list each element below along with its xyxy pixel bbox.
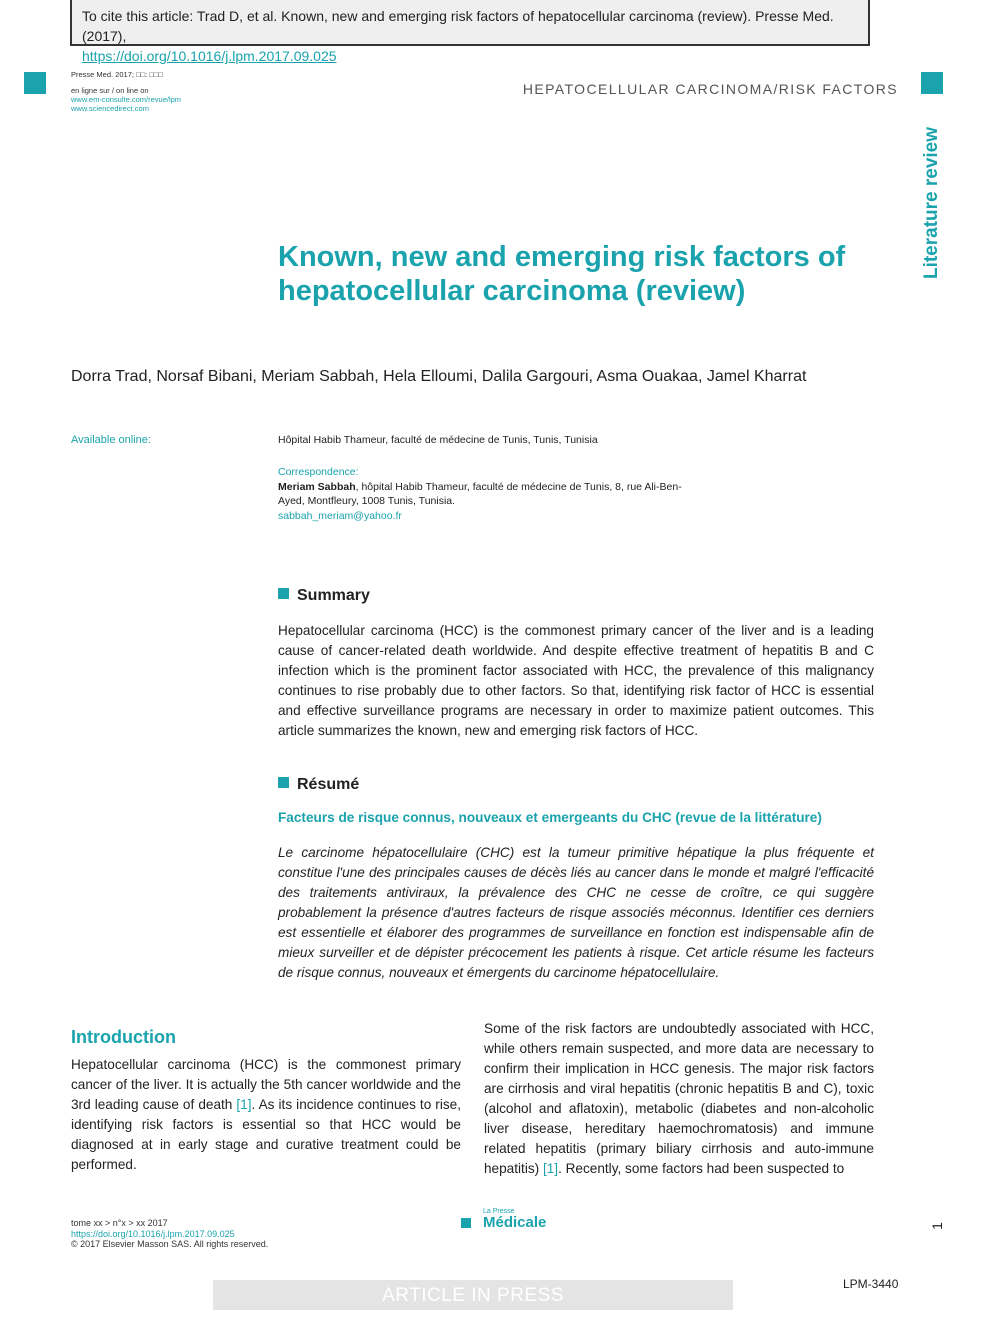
journal-url-sd[interactable]: www.sciencedirect.com [71,104,149,113]
reference-link-2[interactable]: [1] [542,1161,559,1176]
resume-text: Le carcinome hépatocellulaire (CHC) est la tumeur primitive hépatique la plus fréquente et constitue l'une des principales causes de décès liés au cancer dans le monde et malgré l'efficacité des traitements antiviraux, la prévalence des CHC ne cesse de croître, ce qui suggère probablement la présence d'autres facteurs de risque associés méconnus. Identifier ces derniers est essentielle et élaborer des programmes de surveillance en fonction est indispensable afin de mieux surveiller et de dépister précocement les patients à risque. Cet article résume les facteurs de risque connus, nouveaux et émergents du carcinome hépatocellulaire. [278,845,874,980]
correspondence [278,465,688,523]
citation-doi-link[interactable]: https://doi.org/10.1016/j.lpm.2017.09.025 [82,48,337,64]
logo-main-text: Médicale [483,1214,547,1231]
article-title: Known, new and emerging risk factors of hepatocellular carcinoma (review) [278,241,846,307]
resume-heading [278,776,359,794]
intro-right-text-a: Some of the risk factors are undoubtedly associated with HCC, while others remain suspected, and more data are necessary to confirm their implication in HCC genesis. The major risk factors are cirrhosis and viral hepatitis (chronic hepatitis B and C), toxic (alcohol and aflatoxin), metabolic (diabetes and non-alcoholic liver disease, hereditary haemochromatosis) and immune related hepatitis (primary biliary cirrhosis and auto-immune hepatitis) [484,1021,874,1176]
corner-square-left [24,72,46,94]
intro-left-text-b: . As its incidence continues to rise, identifying risk factors is essential so that HCC would be diagnosed at in early stage and curative treatment could be performed. [71,1097,461,1172]
correspondence-address: , hôpital Habib Thameur, faculté de médecine de Tunis, 8, rue Ali-Ben-Ayed, Montfleury, 1008 Tunis, Tunisia. [278,480,682,507]
correspondence-label: Correspondence: [278,466,359,478]
article-in-press-banner: ARTICLE IN PRESS [213,1280,733,1310]
footer-info [71,1218,268,1250]
article-id: LPM-3440 [843,1277,899,1291]
section-label: Literature review [921,126,942,280]
introduction-column-right [484,1019,874,1179]
journal-issue-line: Presse Med. 2017; □□: □□□ [71,70,163,79]
footer-copyright: © 2017 Elsevier Masson SAS. All rights reserved. [71,1239,269,1249]
summary-bullet-square [278,588,289,599]
citation-text: To cite this article: Trad D, et al. Known, new and emerging risk factors of hepatocellular carcinoma (review). Presse Med. (2017), [82,8,834,44]
resume-heading-text: Résumé [297,776,360,793]
correspondence-email[interactable]: sabbah_meriam@yahoo.fr [278,509,402,522]
summary-heading-text: Summary [297,587,370,604]
summary-heading [278,587,370,605]
intro-right-text-b: . Recently, some factors had been suspected to [558,1161,845,1176]
resume-subtitle: Facteurs de risque connus, nouveaux et emergeants du CHC (revue de la littérature) [278,810,822,825]
page-number-vertical [927,1216,947,1236]
correspondence-name: Meriam Sabbah [278,480,356,493]
journal-meta [71,70,181,113]
resume-bullet-square [278,777,289,788]
reference-link-1[interactable]: [1] [236,1097,252,1112]
summary-text: Hepatocellular carcinoma (HCC) is the commonest primary cancer of the liver and is a leading cause of cancer-related death worldwide. And despite effective treatment of hepatitis B and C infection which is the prominent factor associated with HCC, the prevalence of this malignancy continues to rise probably due to other factors. So that, identifying risk factor of HCC is essential and effective surveillance programs are necessary in order to maximize patient outcomes. This article summarizes the known, new and emerging risk factors of HCC. [278,623,874,738]
introduction-heading: Introduction [71,1027,176,1047]
citation-box [70,0,870,64]
footer-issue: tome xx > n°x > xx 2017 [71,1218,168,1228]
available-online-label: Available online: [71,434,151,446]
author-list: Dorra Trad, Norsaf Bibani, Meriam Sabbah, Hela Elloumi, Dalila Gargouri, Asma Ouakaa, Jamel Kharrat [71,368,807,385]
logo-square [461,1218,471,1228]
page-number: 1 [929,1222,945,1230]
running-header: HEPATOCELLULAR CARCINOMA/RISK FACTORS [522,81,898,97]
corner-square-right [921,72,943,94]
footer-doi-link[interactable]: https://doi.org/10.1016/j.lpm.2017.09.025 [71,1228,235,1239]
journal-url-em[interactable]: www.em-consulte.com/revue/lpm [71,95,182,104]
logo-small-text: La Presse [483,1208,515,1215]
affiliation: Hôpital Habib Thameur, faculté de médecine de Tunis, Tunis, Tunisia [278,434,598,446]
introduction-column-left [71,1055,461,1175]
intro-left-text-a: Hepatocellular carcinoma (HCC) is the commonest primary cancer of the liver. It is actually the 5th cancer worldwide and the 3rd leading cause of death [71,1057,461,1112]
online-label: en ligne sur / on line on [71,86,149,95]
section-label-vertical [917,118,947,288]
